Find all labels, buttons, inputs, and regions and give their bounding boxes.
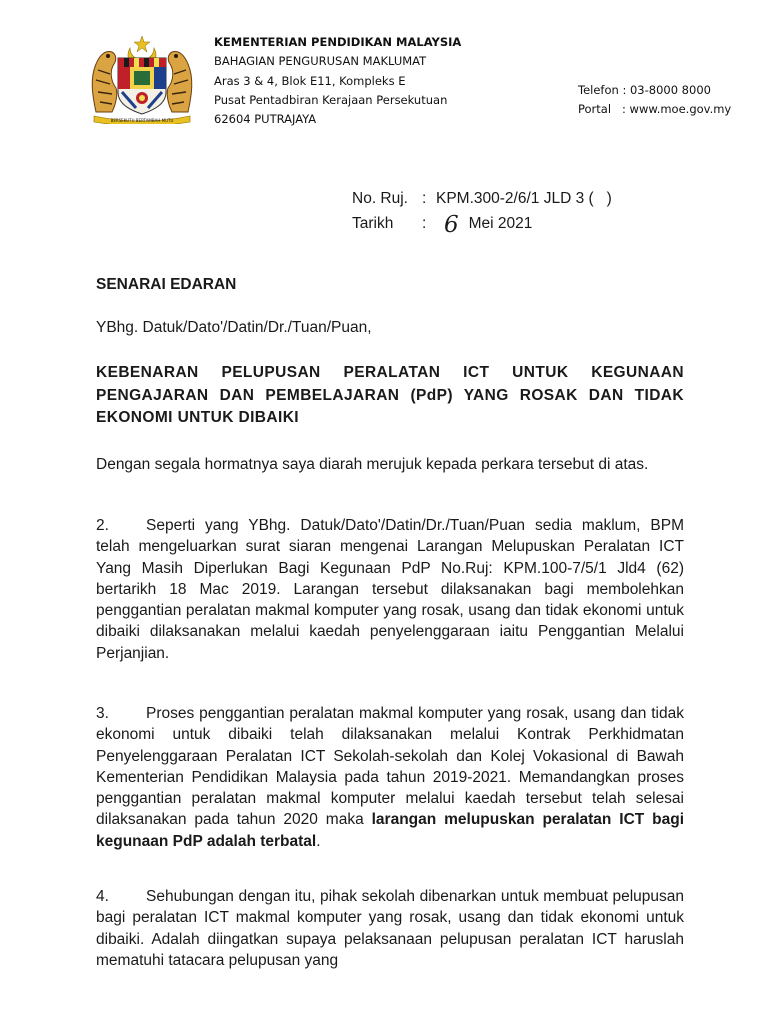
letterhead-contact	[578, 81, 731, 120]
paragraph-3-text: Proses penggantian peralatan makmal komputer yang rosak, usang dan tidak ekonomi untuk dibaiki telah dilaksanakan melalui Kontrak Perkhidmatan Penyelenggaraan Peralatan ICT Sekolah-sekolah dan Kolej Vokasional di Bawah Kementerian Pendidikan Malaysia pada tahun 2019-2021. Memandangkan proses penggantian peralatan makmal komputer melalui kaedah tersebut telah selesai dilaksanakan pada tahun 2020 maka	[96, 705, 684, 829]
letter-subject: KEBENARAN PELUPUSAN PERALATAN ICT UNTUK KEGUNAAN PENGAJARAN DAN PEMBELAJARAN (PdP) YANG ROSAK DAN TIDAK EKONOMI UNTUK DIBAIKI	[96, 364, 684, 426]
coat-of-arms-logo	[86, 34, 198, 124]
paragraph-3-number: 3.	[96, 705, 109, 722]
distribution-heading: SENARAI EDARAN	[96, 276, 237, 293]
reference-number: KPM.300-2/6/1 JLD 3 ( )	[436, 190, 612, 207]
paragraph-3	[96, 703, 684, 852]
address-line-2: Pusat Pentadbiran Kerajaan Persekutuan	[214, 92, 448, 107]
division-name: BAHAGIAN PENGURUSAN MAKLUMAT	[214, 54, 427, 69]
paragraph-3-bold-text: larangan melupuskan peralatan ICT bagi kegunaan PdP adalah terbatal	[96, 811, 684, 850]
ministry-name: KEMENTERIAN PENDIDIKAN MALAYSIA	[214, 35, 462, 49]
address-line-3: 62604 PUTRAJAYA	[214, 112, 317, 127]
crest-motto: BERSEKUTU BERTAMBAH MUTU	[110, 118, 174, 123]
address-line-1: Aras 3 & 4, Blok E11, Kompleks E	[214, 73, 406, 88]
reference-label: No. Ruj.	[352, 190, 408, 207]
paragraph-4-text: Sehubungan dengan itu, pihak sekolah dibenarkan untuk membuat pelupusan bagi peralatan ICT makmal komputer yang rosak, usang dan tidak ekonomi untuk dibaiki. Adalah diingatkan supaya pelaksanaan pelupusan peralatan ICT haruslah mematuhi tatacara pelupusan yang	[96, 888, 684, 969]
paragraph-2-number: 2.	[96, 517, 109, 534]
paragraph-3-end: .	[316, 832, 321, 850]
paragraph-4	[96, 886, 684, 971]
phone-number: Telefon : 03-8000 8000	[578, 83, 711, 97]
paragraph-4-number: 4.	[96, 888, 109, 905]
reference-block: No. Ruj. : KPM.300-2/6/1 JLD 3 ( ) Tarikh : 6 Mei 2021	[352, 186, 612, 236]
paragraph-2	[96, 515, 684, 664]
date-label: Tarikh	[352, 215, 394, 232]
portal-url: Portal : www.moe.gov.my	[578, 102, 732, 117]
letterhead-address	[214, 33, 461, 129]
paragraph-1: Dengan segala hormatnya saya diarah merujuk kepada perkara tersebut di atas.	[96, 456, 649, 473]
date-month-year: Mei 2021	[468, 215, 533, 232]
salutation: YBhg. Datuk/Dato'/Datin/Dr./Tuan/Puan,	[96, 319, 372, 336]
paragraph-2-text: Seperti yang YBhg. Datuk/Dato'/Datin/Dr./Tuan/Puan sedia maklum, BPM telah mengeluarkan surat siaran mengenai Larangan Melupuskan Peralatan ICT Yang Masih Diperlukan Bagi Kegunaan PdP No.Ruj: KPM.100-7/5/1 Jld4 (62) bertarikh 18 Mac 2019. Larangan tersebut dilaksanakan bagi membolehkan penggantian peralatan makmal komputer yang rosak, usang dan tidak ekonomi untuk dibaiki dilaksanakan melalui kaedah penyelenggaraan iaitu Penggantian Melalui Perjanjian.	[96, 517, 684, 662]
date-day-handwritten: 6	[444, 212, 459, 238]
